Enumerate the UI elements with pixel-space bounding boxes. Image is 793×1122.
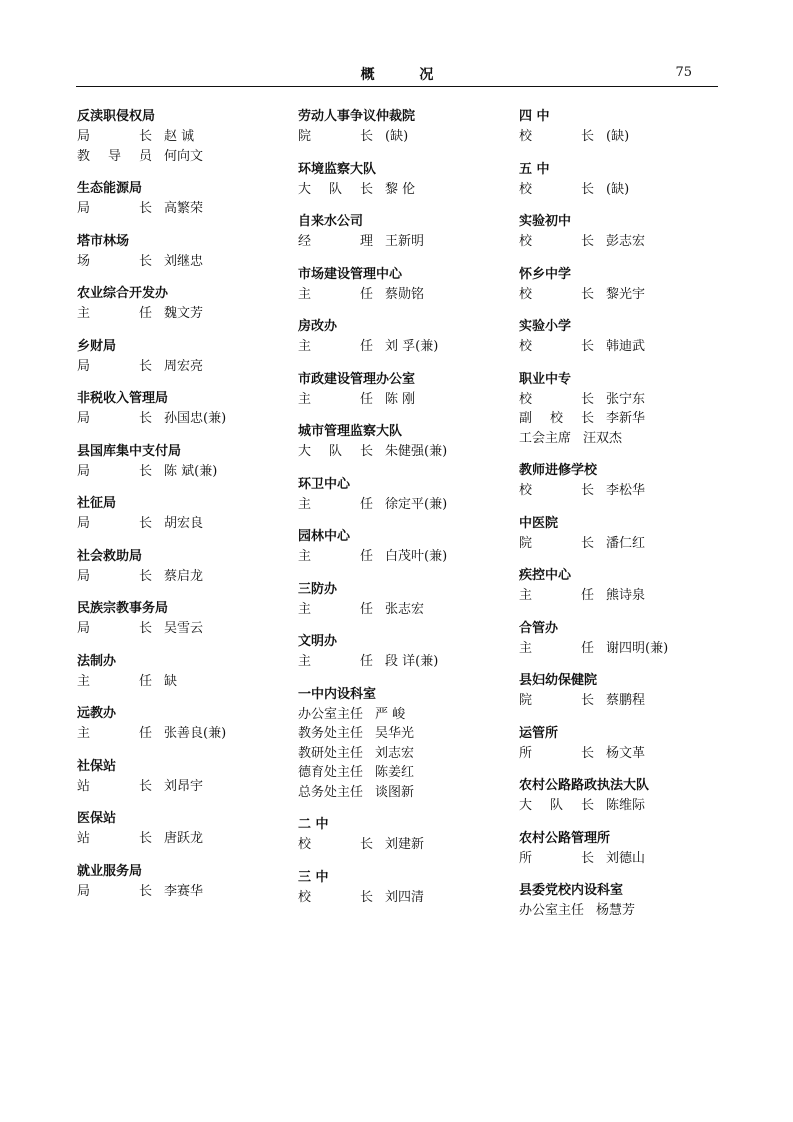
person-row: [298, 744, 498, 764]
organization-name: 疾控中心: [519, 568, 572, 583]
person-name: 张善良(兼): [164, 726, 227, 741]
position-title: 院 长: [519, 693, 594, 708]
person-name: 朱健强(兼): [385, 444, 448, 459]
person-row: [519, 691, 719, 711]
person-name: 王新明: [385, 234, 425, 249]
person-name: 潘仁红: [606, 535, 646, 551]
person-row: [519, 180, 719, 200]
person-name: 熊诗泉: [606, 588, 646, 603]
organization-name: 环境监察大队: [298, 161, 377, 177]
directory-entry: [77, 442, 277, 482]
person-row: [298, 652, 498, 672]
person-name: 何向文: [164, 148, 204, 164]
person-row: [77, 304, 277, 324]
person-row: [77, 252, 277, 272]
position-title: 院 长: [298, 129, 373, 144]
organization-name: 劳动人事争议仲裁院: [298, 109, 416, 124]
person-row: [298, 763, 498, 783]
person-name: 李新华: [606, 411, 646, 426]
person-row: [298, 724, 498, 744]
position-title: 教研处主任: [298, 745, 364, 761]
directory-entry: [298, 160, 498, 200]
position-title: 经 理: [298, 234, 373, 249]
directory-entry: [77, 652, 277, 692]
person-name: (缺): [385, 129, 409, 144]
person-name: 李赛华: [164, 883, 204, 899]
position-title: 办公室主任: [298, 706, 364, 722]
position-title: 校 长: [519, 286, 594, 302]
position-title: 主 任: [298, 496, 373, 512]
person-name: 陈 刚: [385, 391, 416, 407]
position-title: 主 任: [77, 306, 152, 321]
position-title: 局 长: [77, 568, 152, 584]
position-title: 主 任: [77, 726, 152, 741]
person-row: [77, 199, 277, 219]
person-name: 魏文芳: [164, 306, 204, 321]
position-title: 局 长: [77, 463, 152, 479]
person-row: [298, 783, 498, 803]
organization-name: 社会救助局: [77, 548, 143, 564]
person-name: 严 峻: [375, 706, 406, 722]
person-row: [77, 777, 277, 797]
position-title: 大队长: [298, 444, 373, 459]
directory-entry: [298, 422, 498, 462]
person-row: [298, 337, 498, 357]
person-row: [77, 619, 277, 639]
organization-name: 三 中: [298, 869, 329, 885]
directory-entry: [77, 547, 277, 587]
organization-name: 农村公路路政执法大队: [519, 778, 650, 793]
directory-entry: [77, 809, 277, 849]
position-title: 校 长: [519, 391, 594, 407]
person-name: 唐跃龙: [164, 831, 204, 846]
person-name: 黎 伦: [385, 181, 416, 197]
person-row: [519, 481, 719, 501]
organization-name: 自来水公司: [298, 214, 364, 229]
position-title: 大队长: [519, 798, 594, 813]
person-name: 刘继忠: [164, 253, 204, 269]
directory-entry: [298, 527, 498, 567]
person-row: [298, 232, 498, 252]
organization-name: 合管办: [519, 620, 559, 636]
directory-entry: [519, 317, 719, 357]
directory-entry: [298, 107, 498, 147]
directory-entry: [519, 619, 719, 659]
position-title: 所 长: [519, 745, 594, 761]
directory-entry: [519, 461, 719, 501]
directory-entry: [298, 632, 498, 672]
directory-entry: [519, 160, 719, 200]
person-name: 杨慧芳: [596, 903, 636, 918]
directory-entry: [298, 685, 498, 803]
person-name: 刘 孚(兼): [385, 339, 439, 354]
position-title: 校 长: [519, 234, 594, 249]
position-title: 局 长: [77, 516, 152, 531]
organization-name: 运管所: [519, 725, 559, 741]
person-name: 黎光宇: [606, 286, 646, 302]
position-title: 教导员: [77, 148, 152, 164]
directory-entry: [519, 514, 719, 554]
person-name: 李松华: [606, 483, 646, 498]
directory-column-3: [519, 107, 719, 934]
organization-name: 园林中心: [298, 529, 351, 544]
organization-name: 实验初中: [519, 214, 572, 229]
person-name: 韩迪武: [606, 339, 646, 354]
position-title: 所 长: [519, 850, 594, 866]
organization-name: 市场建设管理中心: [298, 266, 403, 282]
organization-name: 生态能源局: [77, 181, 143, 196]
position-title: 局 长: [77, 411, 152, 426]
directory-entry: [77, 179, 277, 219]
directory-entry: [77, 704, 277, 744]
position-title: 副校长: [519, 411, 594, 426]
person-name: 徐定平(兼): [385, 496, 448, 512]
person-name: 陈姜红: [375, 765, 415, 780]
person-row: [519, 429, 719, 449]
person-row: [519, 639, 719, 659]
person-row: [77, 409, 277, 429]
person-name: 蔡勋铭: [385, 286, 425, 302]
person-row: [519, 744, 719, 764]
directory-entry: [298, 868, 498, 908]
position-title: 校 长: [298, 889, 373, 905]
person-row: [519, 849, 719, 869]
organization-name: 环卫中心: [298, 476, 351, 492]
directory-entry: [77, 599, 277, 639]
position-title: 站 长: [77, 778, 152, 794]
position-title: 场 长: [77, 253, 152, 269]
organization-name: 社征局: [77, 496, 117, 511]
person-row: [77, 462, 277, 482]
person-row: [298, 600, 498, 620]
section-title: 概 况: [360, 67, 454, 83]
organization-name: 一中内设科室: [298, 686, 377, 702]
directory-entry: [519, 107, 719, 147]
directory-entry: [298, 317, 498, 357]
position-title: 德育处主任: [298, 765, 364, 780]
directory-entry: [519, 212, 719, 252]
person-name: (缺): [606, 181, 630, 197]
page-header: [76, 60, 718, 87]
directory-entry: [77, 494, 277, 534]
organization-name: 文明办: [298, 634, 338, 649]
position-title: 局 长: [77, 358, 152, 374]
position-title: 主 任: [298, 549, 373, 564]
directory-entry: [77, 757, 277, 797]
person-name: 段 详(兼): [385, 654, 439, 669]
position-title: 校 长: [519, 483, 594, 498]
person-row: [519, 232, 719, 252]
directory-entry: [519, 881, 719, 921]
person-name: 缺: [164, 673, 178, 689]
organization-name: 职业中专: [519, 371, 572, 387]
person-name: 赵 诚: [164, 129, 195, 144]
position-title: 主 任: [298, 654, 373, 669]
directory-entry: [77, 389, 277, 429]
person-name: 谢四明(兼): [606, 640, 669, 656]
person-row: [77, 724, 277, 744]
person-name: 陈维际: [606, 798, 646, 813]
directory-entry: [519, 566, 719, 606]
organization-name: 乡财局: [77, 338, 117, 354]
organization-name: 城市管理监察大队: [298, 424, 403, 439]
position-title: 校 长: [519, 181, 594, 197]
organization-name: 法制办: [77, 653, 117, 669]
position-title: 校 长: [519, 129, 594, 144]
person-row: [519, 337, 719, 357]
directory-entry: [298, 212, 498, 252]
position-title: 局 长: [77, 621, 152, 636]
organization-name: 市政建设管理办公室: [298, 371, 416, 387]
directory-entry: [519, 829, 719, 869]
organization-name: 教师进修学校: [519, 463, 598, 478]
organization-name: 中医院: [519, 515, 559, 531]
position-title: 主 任: [519, 588, 594, 603]
directory-entry: [77, 862, 277, 902]
position-title: 主 任: [298, 286, 373, 302]
position-title: 局 长: [77, 201, 152, 216]
organization-name: 县妇幼保健院: [519, 673, 598, 688]
position-title: 院 长: [519, 535, 594, 551]
person-name: 蔡鹏程: [606, 693, 646, 708]
person-row: [77, 567, 277, 587]
person-name: 张宁东: [606, 391, 646, 407]
person-row: [519, 285, 719, 305]
directory-entry: [519, 776, 719, 816]
position-title: 大队长: [298, 181, 373, 197]
organization-name: 反渎职侵权局: [77, 109, 156, 124]
position-title: 办公室主任: [519, 903, 585, 918]
organization-name: 农村公路管理所: [519, 830, 611, 846]
position-title: 主 任: [298, 391, 373, 407]
organization-name: 县国库集中支付局: [77, 443, 182, 459]
directory-entry: [298, 475, 498, 515]
organization-name: 房改办: [298, 319, 338, 334]
directory-column-2: [298, 107, 498, 920]
organization-name: 县委党校内设科室: [519, 883, 624, 898]
person-name: 汪双杰: [583, 430, 623, 446]
organization-name: 非税收入管理局: [77, 391, 169, 406]
person-name: 刘昂宇: [164, 778, 204, 794]
person-row: [77, 357, 277, 377]
position-title: 局 长: [77, 129, 152, 144]
organization-name: 三防办: [298, 581, 338, 597]
person-row: [77, 147, 277, 167]
position-title: 主 任: [519, 640, 594, 656]
directory-entry: [519, 265, 719, 305]
person-row: [519, 390, 719, 410]
person-row: [298, 442, 498, 462]
position-title: 主 任: [298, 601, 373, 617]
person-name: 高繁荣: [164, 201, 204, 216]
directory-entry: [519, 724, 719, 764]
directory-entry: [298, 815, 498, 855]
directory-entry: [298, 370, 498, 410]
person-row: [298, 180, 498, 200]
person-row: [77, 829, 277, 849]
organization-name: 社保站: [77, 758, 117, 774]
person-row: [519, 534, 719, 554]
person-name: 胡宏良: [164, 516, 204, 531]
organization-name: 实验小学: [519, 319, 572, 334]
position-title: 主 任: [298, 339, 373, 354]
person-row: [77, 672, 277, 692]
person-row: [77, 514, 277, 534]
directory-entry: [77, 107, 277, 166]
person-row: [298, 495, 498, 515]
person-row: [519, 901, 719, 921]
person-row: [519, 409, 719, 429]
directory-entry: [77, 232, 277, 272]
person-row: [519, 127, 719, 147]
person-row: [298, 547, 498, 567]
organization-name: 四 中: [519, 109, 550, 124]
person-name: 张志宏: [385, 601, 425, 617]
position-title: 工会主席: [519, 430, 572, 446]
organization-name: 农业综合开发办: [77, 286, 169, 301]
organization-name: 五 中: [519, 161, 550, 177]
person-row: [298, 390, 498, 410]
organization-name: 就业服务局: [77, 863, 143, 879]
position-title: 主 任: [77, 673, 152, 689]
person-name: (缺): [606, 129, 630, 144]
person-row: [298, 127, 498, 147]
organization-name: 远教办: [77, 706, 117, 721]
person-name: 吴雪云: [164, 621, 204, 636]
position-title: 校 长: [298, 837, 373, 852]
organization-name: 二 中: [298, 817, 329, 832]
person-row: [77, 127, 277, 147]
person-row: [298, 285, 498, 305]
position-title: 总务处主任: [298, 784, 364, 800]
person-name: 刘志宏: [375, 745, 415, 761]
person-row: [298, 705, 498, 725]
person-row: [519, 586, 719, 606]
directory-entry: [77, 284, 277, 324]
person-name: 彭志宏: [606, 234, 646, 249]
position-title: 站 长: [77, 831, 152, 846]
page-number: 75: [675, 65, 692, 80]
directory-entry: [298, 580, 498, 620]
person-name: 周宏亮: [164, 358, 204, 374]
organization-name: 民族宗教事务局: [77, 601, 169, 616]
person-name: 杨文革: [606, 745, 646, 761]
person-name: 吴华光: [375, 726, 415, 741]
position-title: 教务处主任: [298, 726, 364, 741]
person-name: 刘四清: [385, 889, 425, 905]
person-row: [298, 888, 498, 908]
position-title: 局 长: [77, 883, 152, 899]
directory-entry: [77, 337, 277, 377]
person-row: [77, 882, 277, 902]
directory-entry: [519, 370, 719, 449]
person-row: [298, 835, 498, 855]
person-name: 刘德山: [606, 850, 646, 866]
person-name: 谈图新: [375, 784, 415, 800]
directory-entry: [519, 671, 719, 711]
person-name: 白茂叶(兼): [385, 549, 448, 564]
directory-entry: [298, 265, 498, 305]
position-title: 校 长: [519, 339, 594, 354]
person-name: 刘建新: [385, 837, 425, 852]
organization-name: 医保站: [77, 811, 117, 826]
organization-name: 怀乡中学: [519, 266, 572, 282]
organization-name: 塔市林场: [77, 233, 130, 249]
person-row: [519, 796, 719, 816]
person-name: 蔡启龙: [164, 568, 204, 584]
person-name: 陈 斌(兼): [164, 463, 218, 479]
directory-column-1: [77, 107, 277, 914]
person-name: 孙国忠(兼): [164, 411, 227, 426]
